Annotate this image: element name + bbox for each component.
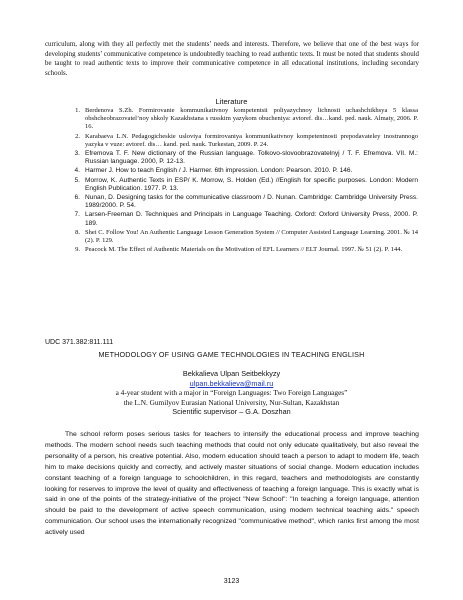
reference-text: Harmer J. How to teach English / J. Harmer. 6th impression. London: Pearson. 2010. P. 146.: [85, 167, 353, 175]
reference-item: [63, 194, 418, 210]
scientific-supervisor: Scientific supervisor – G.A. Doszhan: [172, 407, 291, 416]
reference-item: [63, 211, 418, 227]
reference-number: 3.: [74, 149, 80, 157]
reference-number: 6.: [74, 194, 80, 202]
literature-heading: Literature: [215, 97, 248, 106]
reference-text: Peacock M. The Effect of Authentic Materials on the Motivation of EFL Learners // ELT Journal. 1997. № 51 (2). P. 144.: [85, 246, 403, 254]
reference-number: 8.: [75, 228, 80, 236]
author-name: Bekkalieva Ulpan Seitbekkyzy: [182, 369, 281, 378]
udc-code: UDC 371.382:811.111: [45, 339, 114, 346]
reference-text: Shei C. Follow You! An Authentic Language Lesson Generation System // Computer Assisted Language Learning. 2001. № 14 (2). P. 129.: [85, 228, 418, 244]
reference-text: Karabaeva L.N. Pedagogicheskie usloviya formirovaniya kommunikativnoy kompetentnosti prepodavateley inostrannogo yazyka v vuze: avtoref. dis… kand. ped. nauk. Turkestan, 2009. P. 24.: [85, 132, 418, 148]
reference-number: 9.: [75, 246, 80, 254]
author-affiliation: a 4-year student with a major in “Foreign Languages: Two Foreign Languages”: [115, 388, 348, 397]
author-email-link[interactable]: ulpan.bekkalieva@mail.ru: [189, 379, 274, 388]
author-email-line: [0, 379, 463, 388]
reference-text: Efremova T. F. New dictionary of the Russian language. Tolkovo-slovoobrazovatelnyj / T. F. Efremova. VII. M.: Russian language. 2000, P. 12-13.: [85, 149, 418, 166]
reference-item: [63, 133, 418, 149]
page-number: 3123: [223, 578, 240, 585]
reference-number: 4.: [74, 167, 80, 175]
reference-item: [63, 167, 418, 175]
reference-number: 2.: [75, 132, 80, 140]
reference-number: 7.: [74, 211, 80, 219]
reference-item: [63, 107, 418, 131]
intro-paragraph: curriculum, along with they all perfectly met the students’ needs and interests. Therefore, we believe that one of the best ways for developing students’ communicative competence is undoubtedly teaching to read authentic texts. It must be noted that students should be taught to read authentic texts to improve their communicative competence in all educational institutions, including secondary schools.: [45, 41, 419, 77]
article-body-paragraph: The school reform poses serious tasks for teachers to intensify the educational process and improve teaching methods. The modern school needs such teaching methods that could not only educate qualitatively, but also reveal the personality of a person, his creative potential. Also, modern education should teach a person to adapt to modern life, teach him to make decisions quickly and correctly, and actively master situations of social change. Modern education includes constant teaching of a foreign language to schoolchildren, in this regard, teachers and methodologists are constantly looking for reserves to improve the level of quality and effectiveness of teaching a foreign language. This is exactly what is said in one of the points of the strategy-initiative of the project "New School": "In teaching a foreign language, attention should be paid to the development of active speech communication, using modern technical teaching aids." speech communication. Our school uses the internationally recognized "communicative method", which ranks first among the most actively used: [45, 431, 419, 537]
reference-list: [63, 107, 418, 256]
article-title: METHODOLOGY OF USING GAME TECHNOLOGIES IN TEACHING ENGLISH: [98, 350, 365, 359]
reference-item: [63, 229, 418, 245]
reference-text: Larsen-Freeman D. Techniques and Principals in Language Teaching. Oxford: Oxford University Press, 2000. P. 189.: [85, 211, 418, 227]
reference-number: 5.: [74, 176, 80, 184]
reference-number: 1.: [75, 107, 80, 114]
reference-item: [63, 150, 418, 166]
author-university: the L.N. Gumilyov Eurasian National University, Nur-Sultan, Kazakhstan: [123, 398, 340, 407]
reference-text: Berdenova S.Zh. Formirovanie kommunikativnoy kompetentsii poliyazychnoy lichnosti uchashchikhsya 5 klassa obshcheobrazovatel’noy shkoly Kazakhstana s russkim yazykom obucheniya: avtoref. dis…kand. ped. nauk. Almaty, 2006. P. 16.: [85, 107, 418, 131]
reference-item: [63, 246, 418, 254]
reference-text: Nunan, D. Designing tasks for the communicative classroom / D. Nunan. Cambridge: Cambridge University Press. 1989/2000. P. 54.: [85, 194, 418, 210]
reference-text: Morrow, K. Authentic Texts in ESP/ K. Morrow, S. Holden (Ed.) //English for specific purposes. London: Modern English Publication. 1977. P. 13.: [85, 176, 418, 192]
reference-item: [63, 177, 418, 193]
